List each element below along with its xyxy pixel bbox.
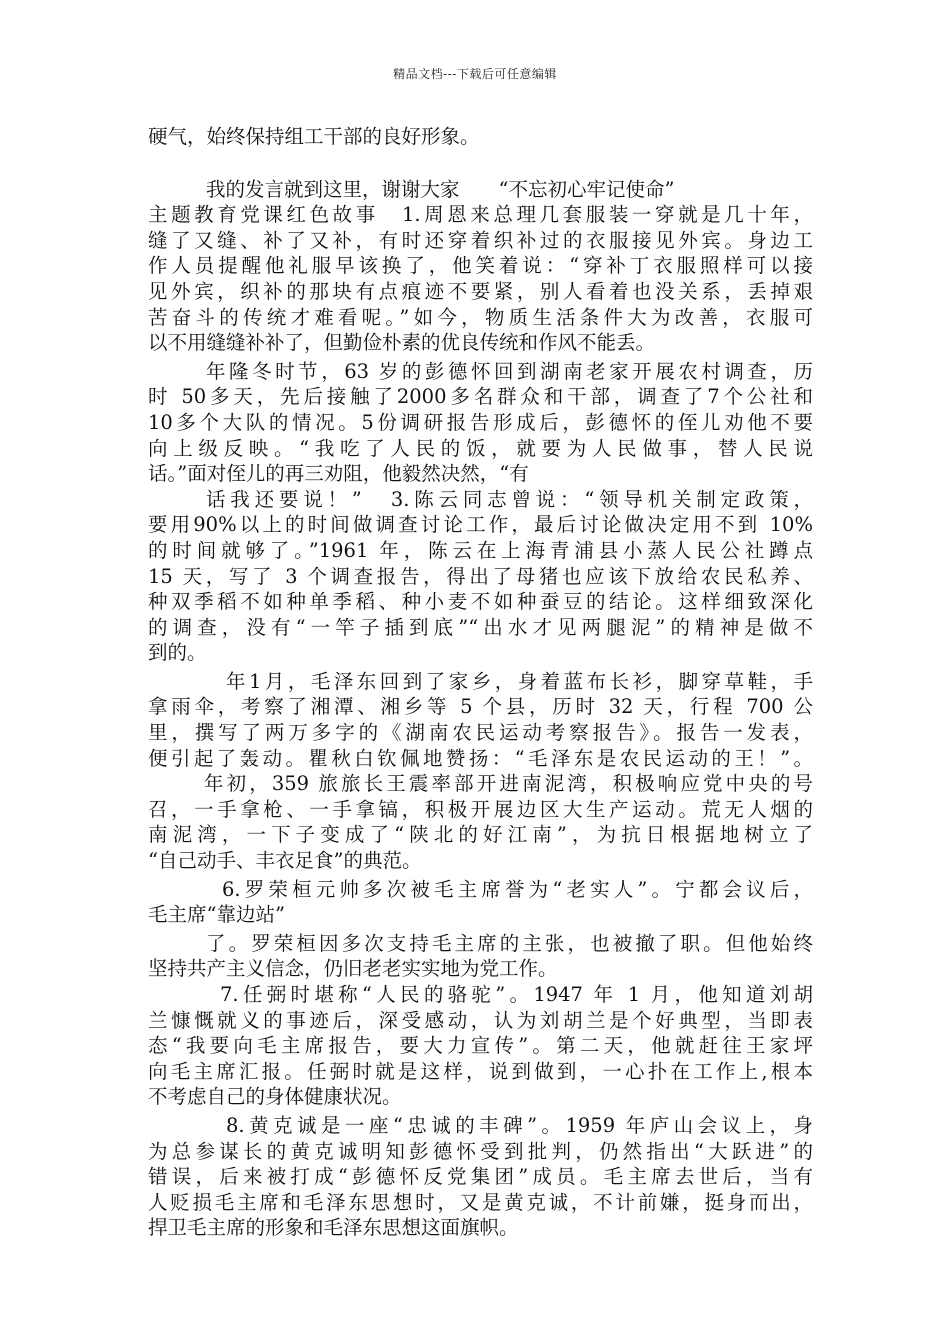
text-line: 以不用缝缝补补了，但勤俭朴素的优良传统和作风不能丢。 (148, 331, 656, 355)
text-line: 主题教育党课红色故事 1.周恩来总理几套服装一穿就是几十年， (148, 203, 813, 227)
text-line: 南泥湾，一下子变成了“陕北的好江南”，为抗日根据地树立了 (148, 823, 813, 847)
text-line: 年1月，毛泽东回到了家乡，身着蓝布长衫，脚穿草鞋，手 (226, 669, 813, 693)
text-line: 坚持共产主义信念，仍旧老老实实地为党工作。 (148, 957, 558, 981)
text-line: 7.任弼时堪称“人民的骆驼”。1947 年 1 月，他知道刘胡 (220, 983, 813, 1006)
text-line: 召，一手拿枪、一手拿镐，积极开展边区大生产运动。荒无人烟的 (148, 797, 813, 821)
page-header: 精品文档---下载后可任意编辑 (393, 67, 557, 81)
text-line: 话我还要说！” 3.陈云同志曾说：“领导机关制定政策， (206, 487, 813, 511)
text-line: 不考虑自己的身体健康状况。 (148, 1085, 402, 1109)
document-body (148, 124, 813, 1241)
text-line: 要用90%以上的时间做调查讨论工作，最后讨论做决定用不到 10% (148, 513, 813, 537)
text-line: 作人员提醒他礼服早该换了，他笑着说：“穿补丁衣服照样可以接 (148, 254, 813, 278)
text-line: 见外宾，织补的那块有点痕迹不要紧，别人看着也没关系，丢掉艰 (148, 279, 813, 303)
text-line: 6.罗荣桓元帅多次被毛主席誉为“老实人”。宁都会议后， (222, 877, 813, 901)
text-line: 的调查，没有“一竿子插到底”“出水才见两腿泥”的精神是做不 (148, 615, 813, 639)
text-line: 为总参谋长的黄克诚明知彭德怀受到批判，仍然指出“大跃进”的 (148, 1139, 813, 1163)
text-line: 拿雨伞，考察了湘潭、湘乡等 5 个县，历时 32 天，行程 700 公 (148, 695, 813, 719)
text-line: 的时间就够了。”1961 年，陈云在上海青浦县小蒸人民公社蹲点 (148, 538, 813, 562)
text-line: 态“我要向毛主席报告，要大力宣传”。第二天，他就赶往王家坪 (148, 1034, 813, 1058)
text-line: 错误，后来被打成“彭德怀反党集团”成员。毛主席去世后，当有 (148, 1165, 813, 1189)
text-line: 年初，359 旅旅长王震率部开进南泥湾，积极响应党中央的号 (204, 772, 813, 796)
text-line: 缝了又缝、补了又补，有时还穿着织补过的衣服接见外宾。身边工 (148, 228, 813, 252)
text-line: 人贬损毛主席和毛泽东思想时，又是黄克诚，不计前嫌，挺身而出， (148, 1190, 813, 1214)
text-line: 毛主席“靠边站” (148, 903, 285, 927)
text-line: 向毛主席汇报。任弼时就是这样，说到做到，一心扑在工作上,根本 (148, 1059, 813, 1083)
text-line: 苦奋斗的传统才难看呢。”如今，物质生活条件大为改善，衣服可 (148, 305, 813, 329)
text-line: 便引起了轰动。瞿秋白钦佩地赞扬：“毛泽东是农民运动的王！”。 (148, 746, 813, 770)
text-line: 我的发言就到这里，谢谢大家 “不忘初心牢记使命” (206, 177, 675, 201)
text-line: 兰慷慨就义的事迹后，深受感动，认为刘胡兰是个好典型，当即表 (148, 1008, 813, 1032)
text-line: 15 天，写了 3 个调查报告，得出了母猪也应该下放给农民私养、 (148, 564, 813, 588)
text-line: 里，撰写了两万多字的《湖南农民运动考察报告》。报告一发表， (148, 721, 813, 745)
text-line: “自己动手、丰衣足食”的典范。 (148, 849, 422, 873)
text-line: 到的。 (148, 641, 207, 665)
text-line: 时 50多天，先后接触了2000多名群众和干部，调查了7个公社和 (148, 385, 813, 409)
text-line: 8.黄克诚是一座“忠诚的丰碑”。1959 年庐山会议上，身 (226, 1113, 813, 1137)
text-line: 种双季稻不如种单季稻、种小麦不如种蚕豆的结论。这样细致深化 (148, 590, 813, 614)
text-line: 话。”面对侄儿的再三劝阻，他毅然决然，“有 (148, 462, 529, 486)
text-line: 向上级反映。“我吃了人民的饭，就要为人民做事，替人民说 (148, 436, 813, 460)
text-line: 10多个大队的情况。5份调研报告形成后，彭德怀的侄儿劝他不要 (148, 410, 813, 434)
text-line: 年隆冬时节，63 岁的彭德怀回到湖南老家开展农村调查，历 (206, 359, 813, 383)
text-line: 硬气，始终保持组工干部的良好形象。 (148, 125, 480, 148)
text-line: 捍卫毛主席的形象和毛泽东思想这面旗帜。 (148, 1216, 519, 1240)
text-line: 了。罗荣桓因多次支持毛主席的主张，也被撤了职。但他始终 (206, 931, 813, 955)
